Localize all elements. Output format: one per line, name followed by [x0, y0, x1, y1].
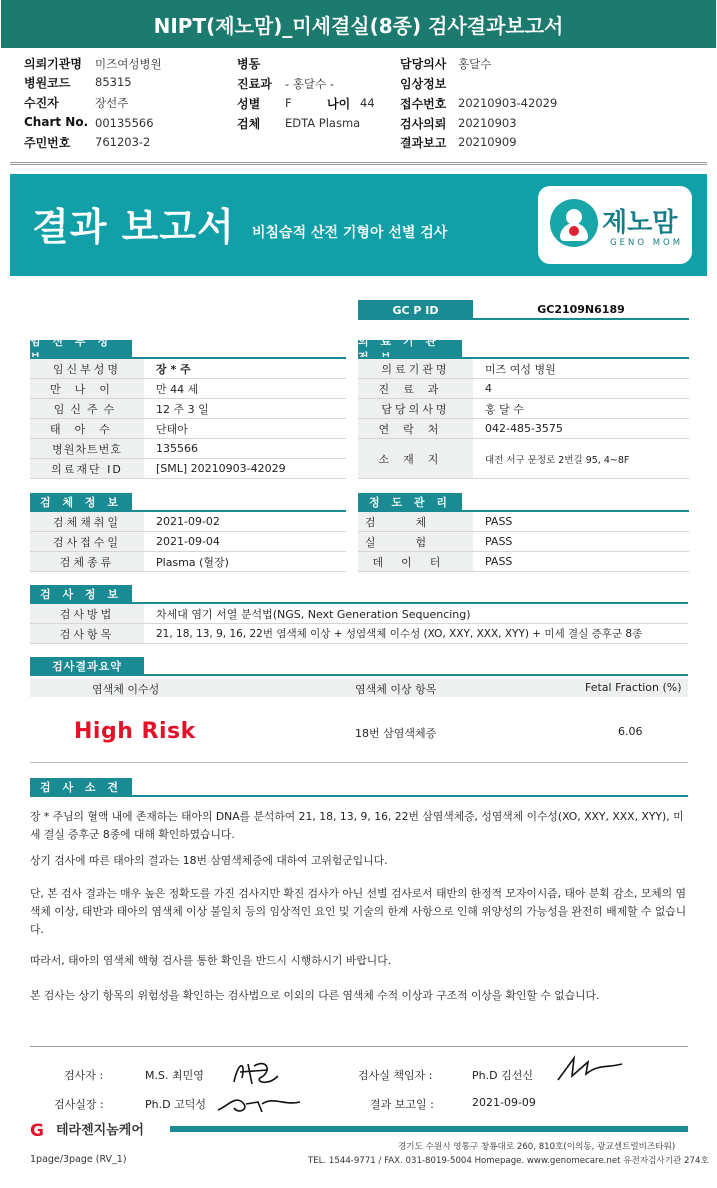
- chart-value: 00135566: [95, 116, 154, 130]
- table-row: 의료기관명 미즈 여성 병원: [358, 359, 689, 379]
- company-name: 테라젠지놈케어: [56, 1123, 144, 1138]
- director-signature: [214, 1084, 306, 1120]
- tester-name: M.S. 최민영: [145, 1069, 204, 1082]
- specimen-value: EDTA Plasma: [285, 116, 361, 130]
- result-row: [30, 697, 688, 763]
- hospital-code-value: 85315: [95, 75, 132, 89]
- report-subheading: 비침습적 산전 기형아 선별 검사: [252, 225, 448, 241]
- responsible-name: Ph.D 김선신: [472, 1069, 533, 1082]
- report-date-value: 2021-09-09: [472, 1096, 536, 1109]
- abnormal-item-value: 18번 삼염색체증: [355, 727, 437, 740]
- table-row: 의료재단 ID [SML] 20210903-42029: [30, 459, 346, 479]
- receipt-value: 20210903-42029: [458, 96, 558, 110]
- col-abnormal-item: 염색체 이상 항목: [355, 683, 437, 696]
- table-row: 진료과 4: [358, 379, 689, 399]
- specimen-info-header: 검 체 정 보: [30, 493, 132, 510]
- table-row: 검사접수일 2021-09-04: [30, 532, 346, 552]
- test-info-header: 검 사 정 보: [30, 585, 132, 602]
- hospital-code-label: 병원코드: [24, 76, 71, 90]
- table-row: 검체채취일 2021-09-02: [30, 512, 346, 532]
- dept-label: 진료과: [237, 77, 272, 91]
- report-top-title: NIPT(제노맘)_미세결실(8종) 검사결과보고서: [1, 0, 716, 48]
- report-value: 20210909: [458, 135, 517, 149]
- report-header-banner: [10, 174, 707, 276]
- result-summary-line: [30, 674, 688, 676]
- receipt-label: 접수번호: [400, 97, 447, 111]
- doctor-label: 담당의사: [400, 57, 447, 71]
- table-row: 만나이 만 44 세: [30, 379, 346, 399]
- logo-name: 제노맘: [602, 208, 678, 238]
- rrn-value: 761203-2: [95, 135, 151, 149]
- request-value: 20210903: [458, 116, 517, 130]
- footer-contact: TEL. 1544-9771 / FAX. 031-8019-5004 Homepage. www.genomecare.net 유전자검사기관 274호: [308, 1156, 709, 1166]
- table-row: 임신부성명 장 * 주: [30, 359, 346, 379]
- result-columns: [30, 679, 688, 697]
- responsible-label: 검사실 책임자 :: [358, 1069, 433, 1082]
- age-label: 나이: [327, 97, 351, 111]
- company-g-icon: G: [30, 1120, 44, 1141]
- opinion-paragraph-5: 본 검사는 상기 항목의 위험성을 확인하는 검사법으로 이외의 다른 염색체 수적 이상과 구조적 이상을 확인할 수 없습니다.: [30, 989, 600, 1002]
- institution-value: 미즈여성병원: [95, 57, 162, 71]
- institution-label: 의뢰기관명: [24, 57, 82, 71]
- hospital-info-header: 의 료 기 관: [358, 340, 462, 357]
- dept-value: - 홍달수 -: [285, 77, 334, 91]
- page-number: 1page/3page (RV_1): [30, 1154, 127, 1165]
- request-label: 검사의뢰: [400, 117, 447, 131]
- genomom-logo: [538, 186, 692, 264]
- responsible-signature: [552, 1050, 628, 1086]
- mother-baby-icon: [550, 199, 598, 247]
- col-fetal-fraction: Fetal Fraction (%): [585, 681, 682, 694]
- patient-value: 장선주: [95, 96, 129, 110]
- age-value: 44: [360, 96, 375, 110]
- opinion-header: 검 사 소 견: [30, 778, 132, 795]
- director-name: Ph.D 고덕성: [145, 1098, 206, 1111]
- gcpid-value: GC2109N6189: [473, 300, 689, 320]
- table-row: 병원차트번호 135566: [30, 439, 346, 459]
- ward-label: 병동: [237, 57, 261, 71]
- qc-header: 정 도 관 리: [358, 493, 462, 510]
- table-row: 검사항목 21, 18, 13, 9, 16, 22번 염색체 이상 + 성염색체 이수성 (XO, XXY, XXX, XYY) + 미세 결실 증후군 8종: [30, 624, 688, 644]
- tester-label: 검사자 :: [64, 1069, 104, 1082]
- patient-meta-block: [0, 55, 717, 155]
- table-row: 연락처 042-485-3575: [358, 419, 689, 439]
- gcpid-box: [358, 300, 689, 320]
- company-logo: [30, 1119, 144, 1140]
- table-row: 검사방법 차세대 염기 서열 분석법(NGS, Next Generation Sequencing): [30, 604, 688, 624]
- pregnant-info-header: 임 신 부 정: [30, 340, 132, 357]
- report-date-label: 결과 보고일 :: [370, 1098, 434, 1111]
- table-row: 실험 PASS: [358, 532, 689, 552]
- report-label: 결과보고: [400, 136, 447, 150]
- opinion-paragraph-3: 단, 본 검사 결과는 매우 높은 정확도를 가진 검사지만 확진 검사가 아닌 선별 검사로서 태반의 한정적 모자이시즘, 태아 분획 감소, 모체의 염색체 이상, 태반과 태아의 염색체 이상 불일치 등의 임상적인 요인 및 기술의 한계 사항으로 인해 위양성의 가능성을 완전히 배제할 수 없습니다.: [30, 887, 687, 936]
- footer-bar: [170, 1126, 688, 1132]
- table-row: 검체 PASS: [358, 512, 689, 532]
- patient-label: 수진자: [24, 96, 59, 110]
- col-aneuploidy: 염색체 이수성: [92, 683, 160, 696]
- gcpid-label: GC P ID: [358, 300, 473, 320]
- sex-value: F: [285, 96, 292, 110]
- risk-level: High Risk: [74, 719, 196, 744]
- footer-address: 경기도 수원시 영통구 창룡대로 260, 810호(이의동, 광교센트럴비즈타워): [398, 1142, 676, 1152]
- table-row: 검체종류 Plasma (혈장): [30, 552, 346, 572]
- specimen-label: 검체: [237, 117, 261, 131]
- clinical-label: 임상정보: [400, 77, 447, 91]
- doctor-value: 홍달수: [458, 57, 492, 71]
- meta-divider: [10, 162, 707, 165]
- fetal-fraction-value: 6.06: [618, 725, 643, 738]
- rrn-label: 주민번호: [24, 136, 71, 150]
- signature-divider: [30, 1046, 688, 1047]
- table-row: 담당의사명 홍 달 수: [358, 399, 689, 419]
- result-summary-header: 검사결과요약: [30, 657, 144, 674]
- chart-label: Chart No.: [24, 115, 89, 129]
- table-row: 임신주수 12 주 3 일: [30, 399, 346, 419]
- opinion-line: [30, 795, 688, 797]
- table-row: 데이터 PASS: [358, 552, 689, 572]
- opinion-paragraph-1: 장 * 주님의 혈액 내에 존재하는 태아의 DNA를 분석하여 21, 18, 13, 9, 16, 22번 삼염색체증, 성염색체 이수성(XO, XXY, XXX, XYY), 미세 결실 증후군 8종에 대해 확인하였습니다.: [30, 810, 684, 841]
- logo-eng: GENO MOM: [610, 238, 684, 248]
- opinion-paragraph-2: 상기 검사에 따른 태아의 결과는 18번 삼염색체증에 대하여 고위험군입니다.: [30, 854, 388, 867]
- report-heading: 결과 보고서: [32, 205, 235, 249]
- table-row: 태아수 단태아: [30, 419, 346, 439]
- sex-label: 성별: [237, 97, 261, 111]
- table-row: 소재지 대전 서구 문정로 2번길 95, 4~8F: [358, 439, 689, 479]
- opinion-paragraph-4: 따라서, 태아의 염색체 핵형 검사를 통한 확인을 반드시 시행하시기 바랍니다.: [30, 954, 392, 967]
- director-label: 검사실장 :: [54, 1098, 104, 1111]
